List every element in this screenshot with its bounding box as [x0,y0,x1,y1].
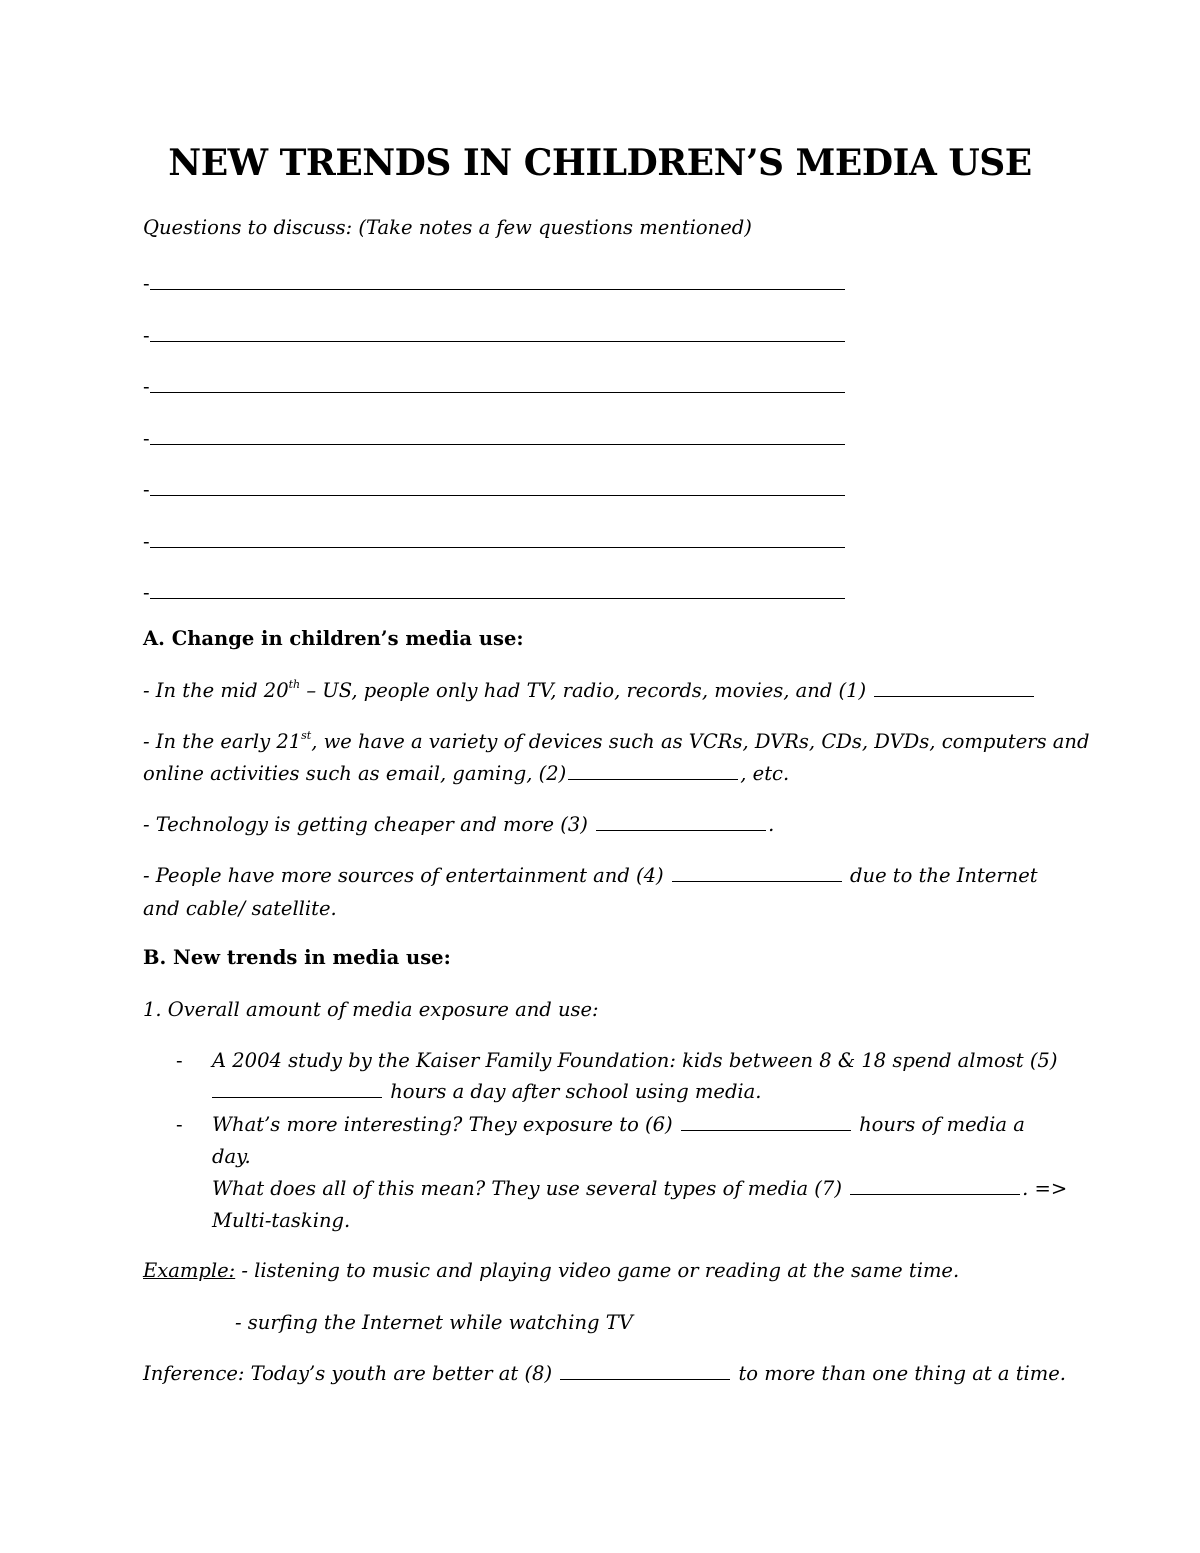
note-dash: - [143,375,150,398]
note-line[interactable] [143,324,845,346]
bullet-dash: - [176,1113,183,1136]
page-title: NEW TRENDS IN CHILDREN’S MEDIA USE [168,142,1032,184]
answer-blank-1[interactable] [874,695,1034,697]
section-a-item-1: - In the mid 20th – US, people only had TV, radio, records, movies, and (1) [143,679,1036,702]
bullet-dash: - [176,1049,183,1072]
note-dash: - [143,272,150,295]
answer-blank-8[interactable] [560,1378,730,1380]
note-line[interactable] [143,478,845,500]
answer-blank-3[interactable] [596,829,766,831]
inference-line: Inference: Today’s youth are better at (8) to more than one thing at a time. [143,1362,1067,1385]
answer-blank-6[interactable] [681,1129,851,1131]
example-line-2: - surfing the Internet while watching TV [235,1311,633,1334]
section-a-item-4-cont: and cable/ satellite. [143,897,337,920]
example-line-1: Example: - listening to music and playing video game or reading at the same time. [143,1259,960,1282]
note-dash: - [143,530,150,553]
note-line[interactable] [143,375,845,397]
answer-blank-5[interactable] [212,1096,382,1098]
note-line[interactable] [143,530,845,552]
bullet-2-line-4: Multi-tasking. [212,1209,351,1232]
bullet-2-line-1: What’s more interesting? They exposure to (6) hours of media a [212,1113,1025,1136]
answer-blank-4[interactable] [672,880,842,882]
intro-text: Questions to discuss: (Take notes a few questions mentioned) [143,216,752,239]
note-dash: - [143,324,150,347]
section-a-item-4: - People have more sources of entertainment and (4) due to the Internet [143,864,1038,887]
bullet-1-line-2: hours a day after school using media. [212,1080,762,1103]
answer-blank-7[interactable] [850,1193,1020,1195]
section-a-item-2-cont: online activities such as email, gaming, (2) , etc. [143,762,790,785]
section-a-item-2: - In the early 21st, we have a variety of devices such as VCRs, DVRs, CDs, DVDs, computers and [143,729,1090,753]
bullet-2-line-2: day. [212,1145,251,1168]
section-b-heading: B. New trends in media use: [143,946,451,969]
bullet-2-line-3: What does all of this mean? They use several types of media (7) . => [212,1177,1068,1200]
section-a-heading: A. Change in children’s media use: [143,627,524,650]
note-line[interactable] [143,272,845,294]
section-b-subheading: 1. Overall amount of media exposure and use: [143,998,599,1021]
note-line[interactable] [143,581,845,603]
note-dash: - [143,478,150,501]
note-dash: - [143,581,150,604]
example-label: Example: [143,1259,236,1282]
note-dash: - [143,427,150,450]
section-a-item-3: - Technology is getting cheaper and more (3) . [143,813,775,836]
bullet-1-line-1: A 2004 study by the Kaiser Family Foundation: kids between 8 & 18 spend almost (5) [212,1049,1058,1072]
answer-blank-2[interactable] [568,778,738,780]
note-line[interactable] [143,427,845,449]
